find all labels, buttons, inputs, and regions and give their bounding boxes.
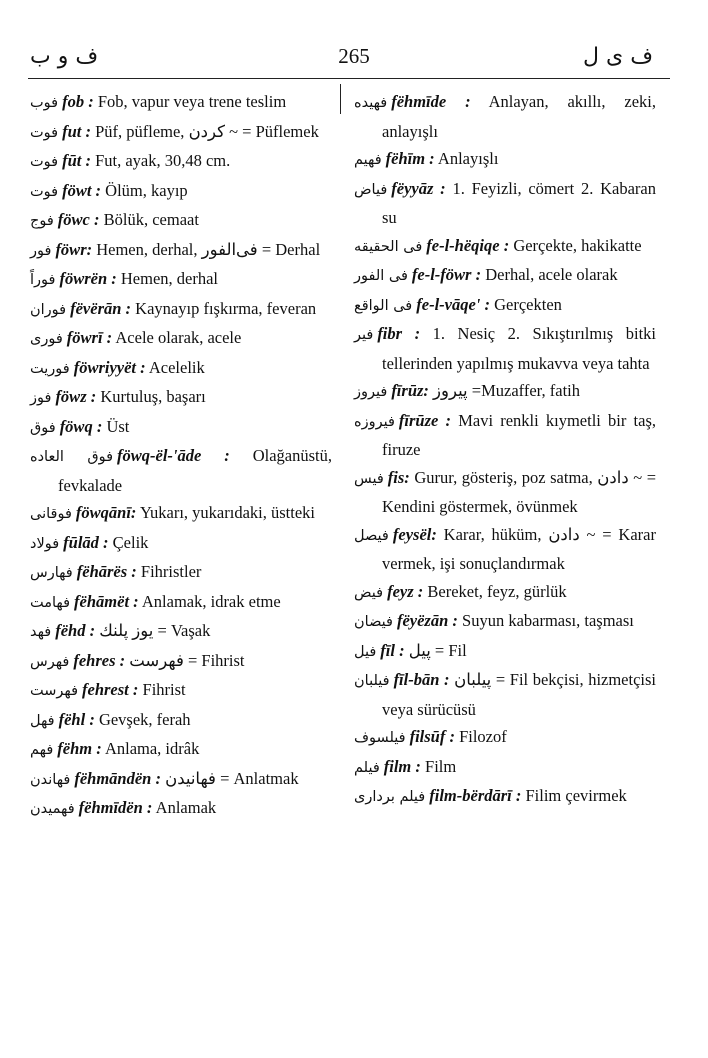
entry-arabic-word: فى الفور — [354, 268, 408, 284]
entry-definition: Anlama, idrâk — [104, 739, 200, 758]
dictionary-entry — [30, 588, 332, 618]
dictionary-entry — [30, 383, 332, 413]
dictionary-entry — [354, 723, 656, 753]
dictionary-entry — [30, 794, 332, 824]
entry-definition: Acele olarak, acele — [115, 328, 242, 347]
entry-arabic-word: فهيده — [354, 95, 388, 111]
entry-arabic-word: فهرست — [30, 683, 79, 699]
entry-arabic-word: فيلم بردارى — [354, 789, 426, 805]
dictionary-entry — [354, 145, 656, 175]
entry-transliteration: föwrī : — [66, 328, 113, 347]
header-right-letters: ف ى ل — [583, 44, 653, 69]
dictionary-entry — [30, 617, 332, 647]
entry-transliteration: fe-l-vāqe' : — [416, 294, 490, 314]
entry-transliteration: fut : — [62, 121, 91, 141]
entry-transliteration: föwqānī: — [75, 503, 137, 522]
entry-arabic-word: فى الواقع — [354, 297, 413, 314]
dictionary-entry — [354, 175, 656, 232]
entry-definition: Olağanüstü, fevkalade — [58, 446, 332, 495]
entry-definition: Püf, püfleme, کردن ~ = Püflemek — [95, 121, 319, 141]
dictionary-entry — [30, 118, 332, 148]
entry-arabic-word: فهيم — [354, 152, 382, 168]
dictionary-entry — [30, 676, 332, 706]
entry-definition: پيل = Fil — [408, 640, 467, 660]
entry-arabic-word: فوريت — [30, 360, 70, 377]
entry-arabic-word: فيصل — [354, 527, 389, 544]
entry-definition: Gurur, gösteriş, poz satma, دادن ~ = Kendini göstermek, övünmek — [382, 467, 657, 516]
dictionary-entry — [354, 232, 656, 262]
entry-definition: Fob, vapur veya trene teslim — [97, 92, 287, 111]
dictionary-entry — [30, 647, 332, 677]
entry-definition: Suyun kabarması, taşması — [462, 611, 634, 630]
entry-transliteration: fëhīm : — [385, 149, 435, 168]
page-number: 265 — [338, 44, 370, 68]
entry-arabic-word: فوقانى — [30, 506, 72, 522]
entry-definition: Filozof — [459, 727, 507, 746]
dictionary-entry — [30, 735, 332, 765]
entry-arabic-word: فوب — [30, 95, 59, 111]
entry-transliteration: feysël: — [392, 524, 437, 544]
entry-transliteration: fis: — [387, 467, 410, 487]
dictionary-entry — [30, 442, 332, 499]
entry-transliteration: föwrën : — [59, 269, 117, 288]
entry-definition: Film — [425, 756, 457, 776]
entry-arabic-word: فى الحقيقه — [354, 238, 423, 255]
entry-definition: Kurtuluş, başarı — [100, 387, 206, 406]
entry-arabic-word: فهامت — [30, 594, 71, 611]
dictionary-entry — [30, 529, 332, 559]
entry-transliteration: filsūf : — [409, 727, 455, 746]
entry-definition: Anlayan, akıllı, zeki, anlayışlı — [382, 92, 656, 141]
entry-definition: Acelelik — [148, 357, 205, 377]
entry-arabic-word: فوراً — [30, 272, 56, 288]
entry-definition: Bölük, cemaat — [103, 210, 199, 229]
dictionary-entry — [30, 354, 332, 384]
entry-transliteration: fëhmīde : — [391, 92, 471, 111]
entry-arabic-word: فيروز — [354, 384, 388, 400]
entry-definition: Derhal, acele olarak — [485, 265, 618, 284]
entry-transliteration: fīl : — [380, 640, 405, 660]
dictionary-entry — [354, 320, 656, 377]
entry-arabic-word: فيس — [354, 470, 384, 487]
entry-transliteration: föwriyyët : — [73, 357, 146, 377]
entry-definition: Karar, hüküm, دادن ~ = Karar vermek, işi sonuçlandırmak — [382, 524, 656, 573]
entry-transliteration: föwz : — [55, 387, 97, 406]
entry-transliteration: fëhl : — [58, 709, 95, 729]
entry-transliteration: fëvërān : — [70, 298, 132, 318]
dictionary-entry — [354, 578, 656, 608]
entry-arabic-word: فوز — [30, 390, 52, 406]
entry-transliteration: fūt : — [62, 151, 91, 170]
dictionary-entry — [354, 88, 656, 145]
entry-transliteration: fëhm : — [57, 739, 102, 758]
entry-definition: Üst — [106, 416, 130, 436]
entry-arabic-word: فور — [30, 242, 52, 259]
entry-transliteration: fīrūze : — [398, 410, 452, 430]
entry-definition: Anlamak — [155, 798, 217, 817]
entry-definition: Fut, ayak, 30,48 cm. — [95, 151, 231, 170]
entry-arabic-word: فيضان — [354, 614, 393, 630]
entry-transliteration: föwq-ël-'āde : — [117, 446, 230, 465]
entry-transliteration: fūlād : — [63, 532, 109, 552]
entry-transliteration: föwc : — [57, 210, 100, 229]
entry-arabic-word: فولاد — [30, 535, 60, 552]
entry-transliteration: fehrest : — [82, 680, 139, 699]
dictionary-entry — [30, 765, 332, 795]
dictionary-entry — [30, 88, 332, 118]
entry-transliteration: film-bërdārī : — [429, 786, 522, 805]
entry-definition: Kaynayıp fışkırma, feveran — [135, 298, 317, 318]
entry-arabic-word: فوت — [30, 124, 59, 141]
entry-arabic-word: فيلبان — [354, 673, 390, 689]
dictionary-entry — [30, 206, 332, 236]
header-rule — [28, 78, 670, 79]
dictionary-entry — [30, 324, 332, 354]
entry-definition: Mavi renkli kıymetli bir taş, firuze — [382, 410, 657, 459]
entry-transliteration: fibr : — [377, 324, 421, 343]
dictionary-entry — [30, 265, 332, 295]
dictionary-entry — [354, 782, 656, 812]
entry-definition: پيلبان = Fil bekçisi, hizmetçisi veya sürücüsü — [382, 670, 657, 719]
entry-transliteration: film : — [383, 756, 421, 776]
entry-arabic-word: فيل — [354, 643, 377, 660]
entry-arabic-word: فير — [354, 327, 374, 343]
entry-arabic-word: فوت — [30, 183, 59, 200]
entry-arabic-word: فوج — [30, 213, 54, 229]
entry-transliteration: fëhāmët : — [74, 591, 139, 611]
entry-transliteration: fe-l-hëqiqe : — [426, 235, 510, 255]
entry-definition: Gerçekten — [494, 294, 562, 314]
entry-definition: Bereket, feyz, gürlük — [427, 581, 567, 601]
entry-arabic-word: فيلسوف — [354, 730, 406, 746]
entry-arabic-word: فهل — [30, 712, 55, 729]
entry-definition: Hemen, derhal, فى‌الفور = Derhal — [96, 239, 321, 259]
dictionary-entry — [354, 753, 656, 783]
entry-definition: Filim çevirmek — [525, 786, 627, 805]
entry-arabic-word: فهميدن — [30, 801, 75, 817]
entry-transliteration: föwt : — [62, 180, 102, 200]
dictionary-entry — [30, 413, 332, 443]
entry-definition: Hemen, derhal — [120, 269, 218, 288]
entry-definition: پيروز =Muzaffer, fatih — [433, 381, 580, 400]
entry-transliteration: fëhd : — [55, 621, 96, 640]
entry-arabic-word: فيروزه — [354, 413, 395, 430]
right-column — [354, 88, 656, 812]
entry-definition: Ölüm, kayıp — [105, 180, 188, 200]
dictionary-entry — [30, 236, 332, 266]
entry-definition: Çelik — [112, 532, 149, 552]
page-header — [0, 0, 708, 80]
entry-arabic-word: فيض — [354, 584, 384, 601]
entry-transliteration: föwr: — [55, 239, 93, 259]
entry-definition: Gerçekte, hakikatte — [513, 235, 642, 255]
header-left-letters: ف و ب — [30, 44, 99, 69]
left-column — [30, 88, 332, 824]
entry-definition: Anlamak, idrak etme — [141, 591, 281, 611]
dictionary-entry — [354, 666, 656, 723]
entry-arabic-word: فوران — [30, 301, 67, 318]
entry-transliteration: fëhārës : — [76, 562, 137, 581]
entry-arabic-word: فوق العاده — [30, 449, 114, 465]
entry-transliteration: fīl-bān : — [393, 670, 450, 689]
entry-definition: 1. Feyizli, cömert 2. Kabaran su — [382, 178, 656, 227]
entry-arabic-word: فهم — [30, 742, 54, 758]
dictionary-entry — [354, 407, 656, 464]
dictionary-entry — [30, 295, 332, 325]
entry-transliteration: fīrūz: — [391, 381, 429, 400]
dictionary-entry — [30, 147, 332, 177]
entry-arabic-word: فهد — [30, 624, 52, 640]
entry-definition: Gevşek, ferah — [98, 709, 191, 729]
entry-transliteration: fehres : — [73, 650, 126, 670]
dictionary-entry — [354, 464, 656, 521]
dictionary-entry — [354, 607, 656, 637]
dictionary-entry — [354, 291, 656, 321]
entry-definition: Anlayışlı — [437, 149, 499, 168]
dictionary-entry — [354, 261, 656, 291]
entry-definition: 1. Nesiç 2. Sıkıştırılmış bitki tellerinden yapılmış mukavva veya tahta — [382, 324, 656, 373]
entry-definition: فهانيدن = Anlatmak — [165, 768, 299, 788]
entry-arabic-word: فورى — [30, 331, 63, 347]
column-divider — [340, 84, 341, 114]
entry-definition: يوز پلنك = Vaşak — [99, 621, 211, 640]
entry-definition: Yukarı, yukarıdaki, üstteki — [139, 503, 315, 522]
entry-arabic-word: فهاندن — [30, 771, 71, 788]
entry-definition: فهرست = Fihrist — [129, 650, 245, 670]
entry-arabic-word: فهارس — [30, 565, 73, 581]
entry-arabic-word: فيلم — [354, 759, 380, 776]
dictionary-entry — [30, 558, 332, 588]
entry-transliteration: fëhmīdën : — [78, 798, 153, 817]
entry-transliteration: fëhmāndën : — [74, 768, 161, 788]
entry-transliteration: fob : — [62, 92, 94, 111]
entry-transliteration: fëyyāz : — [391, 178, 446, 198]
entry-arabic-word: فياض — [354, 181, 388, 198]
entry-arabic-word: فوق — [30, 419, 56, 436]
entry-arabic-word: فهرس — [30, 653, 70, 670]
entry-transliteration: föwq : — [59, 416, 103, 436]
entry-transliteration: feyz : — [387, 581, 424, 601]
dictionary-entry — [30, 706, 332, 736]
entry-definition: Fihristler — [140, 562, 202, 581]
entry-transliteration: fe-l-föwr : — [411, 265, 482, 284]
entry-definition: Fihrist — [142, 680, 186, 699]
entry-arabic-word: فوت — [30, 154, 59, 170]
entry-transliteration: fëyëzān : — [396, 611, 458, 630]
dictionary-entry — [354, 521, 656, 578]
dictionary-entry — [354, 637, 656, 667]
dictionary-entry — [30, 177, 332, 207]
dictionary-entry — [30, 499, 332, 529]
dictionary-entry — [354, 377, 656, 407]
